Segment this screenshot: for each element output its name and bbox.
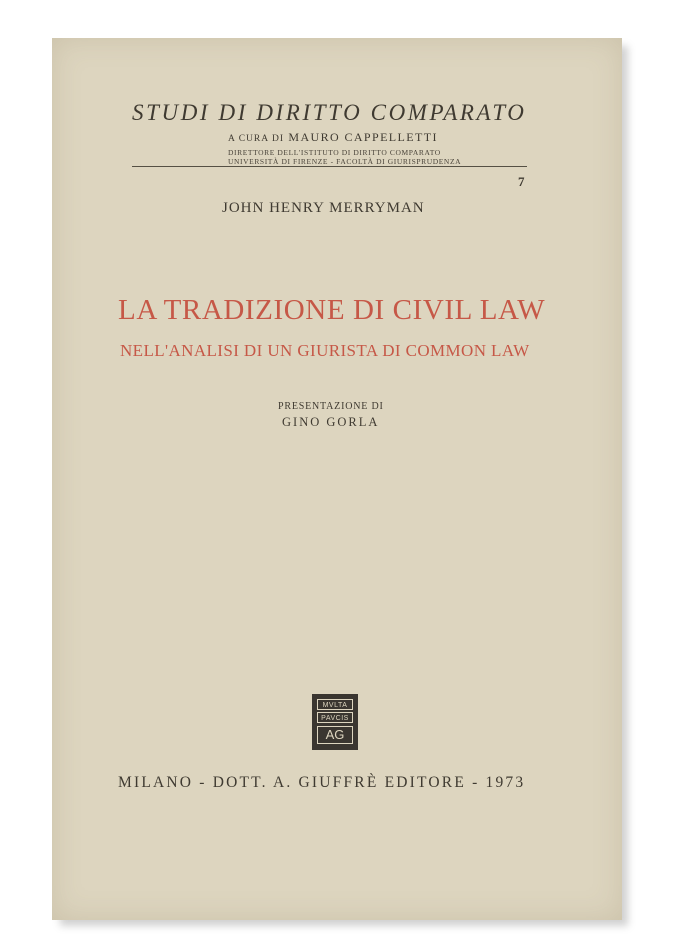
affiliation-line-2: UNIVERSITÀ DI FIRENZE - FACOLTÀ DI GIURISPRUDENZA <box>228 157 462 166</box>
logo-word-1: MVLTA <box>317 699 353 710</box>
author-name: JOHN HENRY MERRYMAN <box>222 200 425 216</box>
book-title: LA TRADIZIONE DI CIVIL LAW <box>118 294 546 326</box>
publisher-logo-icon <box>312 694 358 750</box>
presentation-name: GINO GORLA <box>282 415 380 429</box>
editor-name: MAURO CAPPELLETTI <box>288 130 438 144</box>
editor-affiliation <box>228 148 461 166</box>
series-editor <box>228 130 438 145</box>
logo-mark: AG <box>317 726 353 744</box>
affiliation-line-1: DIRETTORE DELL'ISTITUTO DI DIRITTO COMPARATO <box>228 148 441 157</box>
logo-word-2: PAVCIS <box>317 712 353 723</box>
book-cover: STUDI DI DIRITTO COMPARATO A CURA DI MAURO CAPPELLETTI DIRETTORE DELL'ISTITUTO DI DIRITTO COMPARATO UNIVERSITÀ DI FIRENZE - FACOLTÀ DI GIURISPRUDENZA 7 JOHN HENRY MERRYMAN LA TRADIZIONE DI CIVIL LAW NELL'ANALISI DI UN GIURISTA DI COMMON LAW PRESENTAZIONE DI GINO GORLA MVLTA PAVCIS AG MILANO - DOTT. A. GIUFFRÈ EDITORE - 1973 <box>52 38 622 920</box>
header-rule <box>132 166 527 167</box>
volume-number: 7 <box>518 174 525 189</box>
book-subtitle: NELL'ANALISI DI UN GIURISTA DI COMMON LAW <box>120 341 530 360</box>
presentation-label: PRESENTAZIONE DI <box>278 401 384 412</box>
publisher-line: MILANO - DOTT. A. GIUFFRÈ EDITORE - 1973 <box>118 774 526 791</box>
editor-prefix: A CURA DI <box>228 134 284 144</box>
